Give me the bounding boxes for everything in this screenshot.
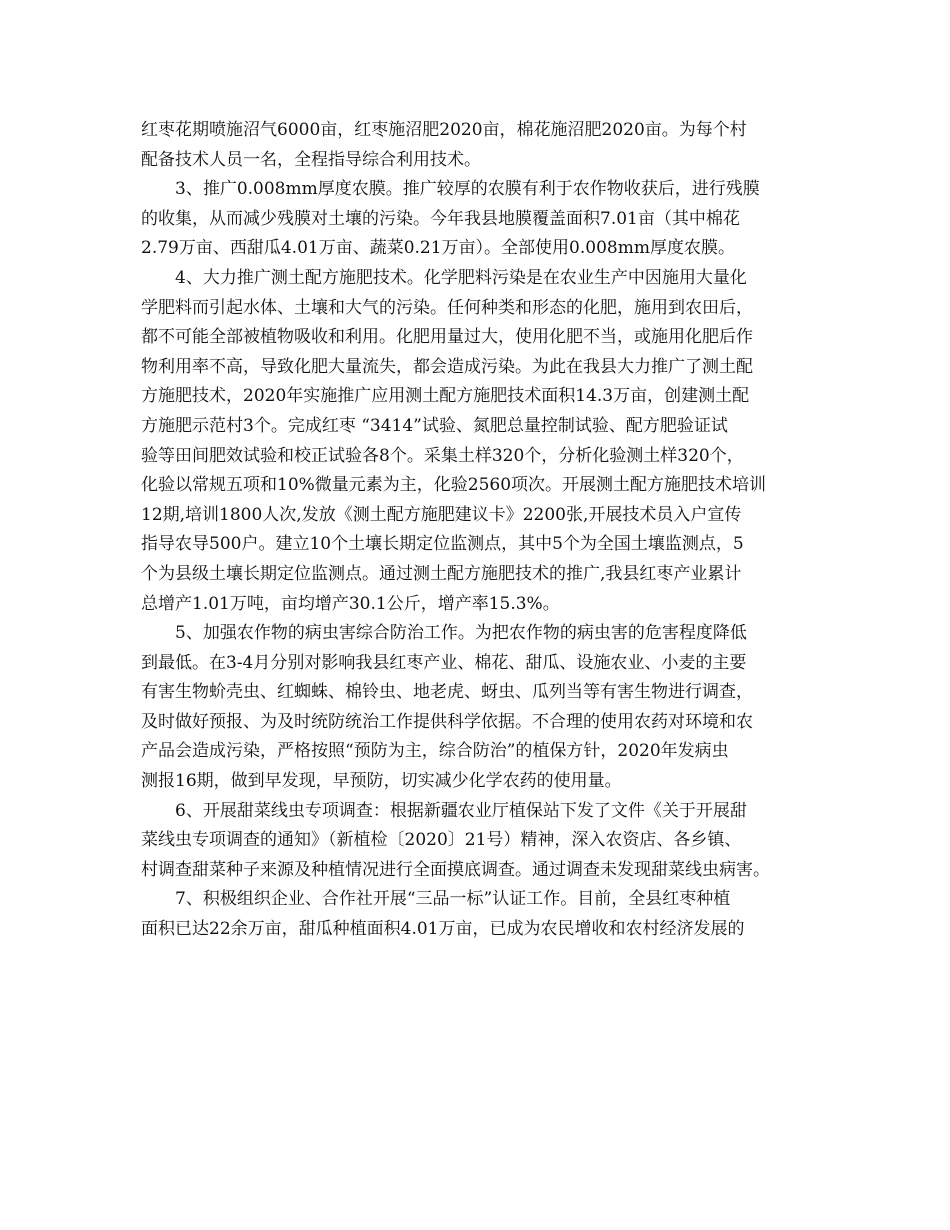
text-line: 到最低。在3-4月分别对影响我县红枣产业、棉花、甜瓜、设施农业、小麦的主要 (141, 652, 747, 673)
text-line: 及时做好预报、为及时统防统治工作提供科学依据。不合理的使用农药对环境和农 (141, 711, 753, 732)
text-line: 配备技术人员一名，全程指导综合利用技术。 (141, 149, 481, 170)
text-line: 验等田间肥效试验和校正试验各8个。采集土样320个，分析化验测土样320个， (141, 445, 744, 466)
text-line: 有害生物蚧壳虫、红蜘蛛、棉铃虫、地老虎、蚜虫、瓜列当等有害生物进行调查， (141, 682, 753, 703)
text-line: 物利用率不高，导致化肥大量流失，都会造成污染。为此在我县大力推广了测土配 (141, 356, 753, 377)
text-line: 的收集，从而减少残膜对土壤的污染。今年我县地膜覆盖面积7.01亩（其中棉花 (141, 208, 740, 229)
paragraph-first-line: 3、推广0.008mm厚度农膜。推广较厚的农膜有利于农作物收获后，进行残膜 (175, 179, 760, 200)
text-line: 产品会造成污染，严格按照“预防为主，综合防治”的植保方针，2020年发病虫 (141, 741, 729, 762)
paragraph-first-line: 4、大力推广测土配方施肥技术。化学肥料污染是在农业生产中因施用大量化 (175, 267, 747, 288)
text-line: 总增产1.01万吨，亩均增产30.1公斤，增产率15.3%。 (141, 593, 560, 614)
text-line: 指导农导500户。建立10个土壤长期定位监测点，其中5个为全国土壤监测点，5 (141, 534, 744, 555)
text-line: 化验以常规五项和10%微量元素为主，化验2560项次。开展测土配方施肥技术培训 (141, 475, 767, 496)
text-line: 红枣花期喷施沼气6000亩，红枣施沼肥2020亩，棉花施沼肥2020亩。为每个村 (141, 120, 747, 140)
text-line: 面积已达22余万亩，甜瓜种植面积4.01万亩，已成为农民增收和农村经济发展的 (141, 919, 745, 940)
body-text (141, 116, 813, 945)
text-line: 个为县级土壤长期定位监测点。通过测土配方施肥技术的推广,我县红枣产业累计 (141, 563, 742, 584)
text-line: 方施肥示范村3个。完成红枣 “3414”试验、氮肥总量控制试验、配方肥验证试 (141, 415, 728, 436)
text-line: 都不可能全部被植物吸收和利用。化肥用量过大，使用化肥不当，或施用化肥后作 (141, 327, 753, 348)
text-line: 村调查甜菜种子来源及种植情况进行全面摸底调查。通过调查未发现甜菜线虫病害。 (141, 859, 770, 880)
text-line: 2.79万亩、西甜瓜4.01万亩、蔬菜0.21万亩）。全部使用0.008mm厚度农膜。 (141, 238, 735, 259)
text-line: 测报16期，做到早发现，早预防，切实减少化学农药的使用量。 (141, 771, 622, 792)
paragraph-first-line: 7、积极组织企业、合作社开展“三品一标”认证工作。目前，全县红枣种植 (175, 889, 731, 910)
text-line: 12期,培训1800人次,发放《测土配方施肥建议卡》2200张,开展技术员入户宣传 (141, 504, 742, 525)
text-line: 方施肥技术，2020年实施推广应用测土配方施肥技术面积14.3万亩，创建测土配 (141, 386, 750, 407)
text-line: 学肥料而引起水体、土壤和大气的污染。任何种类和形态的化肥，施用到农田后， (141, 297, 753, 318)
paragraph-first-line: 6、开展甜菜线虫专项调查：根据新疆农业厅植保站下发了文件《关于开展甜 (175, 800, 747, 821)
text-line: 菜线虫专项调查的通知》（新植检〔2020〕21号）精神，深入农资店、各乡镇、 (141, 830, 742, 851)
paragraph-first-line: 5、加强农作物的病虫害综合防治工作。为把农作物的病虫害的危害程度降低 (175, 623, 747, 644)
